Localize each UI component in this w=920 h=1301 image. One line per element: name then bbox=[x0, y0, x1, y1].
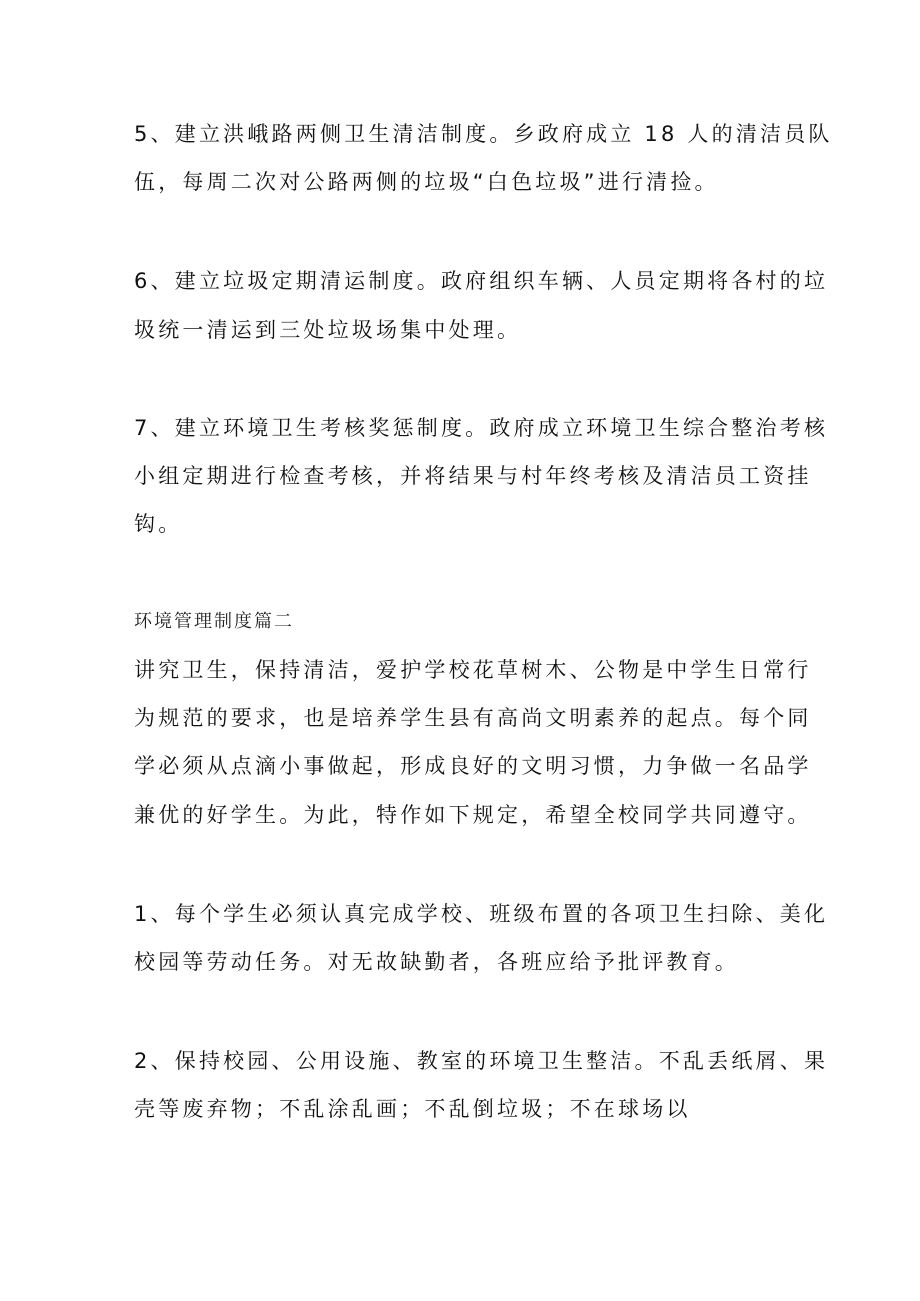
intro-line-4: 兼优的好学生。为此，特作如下规定，希望全校同学共同遵守。 bbox=[134, 803, 812, 827]
paragraph-7-line-1: 7、建立环境卫生考核奖惩制度。政府成立环境卫生综合整治考核 bbox=[134, 416, 829, 440]
paragraph-5-line-2: 伍，每周二次对公路两侧的垃圾“白色垃圾”进行清捡。 bbox=[134, 170, 719, 194]
rule-1-line-1: 1、每个学生必须认真完成学校、班级布置的各项卫生扫除、美化 bbox=[134, 902, 829, 926]
intro-line-3: 学必须从点滴小事做起，形成良好的文明习惯，力争做一名品学 bbox=[134, 754, 812, 778]
paragraph-7-line-3: 钩。 bbox=[134, 512, 183, 536]
rule-1-line-2: 校园等劳动任务。对无故缺勤者，各班应给予批评教育。 bbox=[134, 950, 739, 974]
rule-2-line-2: 壳等废弃物；不乱涂乱画；不乱倒垃圾；不在球场以 bbox=[134, 1097, 691, 1121]
section-heading: 环境管理制度篇二 bbox=[134, 611, 294, 632]
paragraph-5-line-1: 5、建立洪峨路两侧卫生清洁制度。乡政府成立 18 人的清洁员队 bbox=[134, 122, 833, 146]
intro-line-1: 讲究卫生，保持清洁，爱护学校花草树木、公物是中学生日常行 bbox=[134, 658, 812, 682]
paragraph-7-line-2: 小组定期进行检查考核，并将结果与村年终考核及清洁员工资挂 bbox=[134, 464, 812, 488]
rule-2-line-1: 2、保持校园、公用设施、教室的环境卫生整洁。不乱丢纸屑、果 bbox=[134, 1049, 829, 1073]
intro-line-2: 为规范的要求，也是培养学生县有高尚文明素养的起点。每个同 bbox=[134, 706, 812, 730]
paragraph-6-line-2: 圾统一清运到三处垃圾场集中处理。 bbox=[134, 318, 522, 342]
paragraph-6-line-1: 6、建立垃圾定期清运制度。政府组织车辆、人员定期将各村的垃 bbox=[134, 269, 829, 293]
